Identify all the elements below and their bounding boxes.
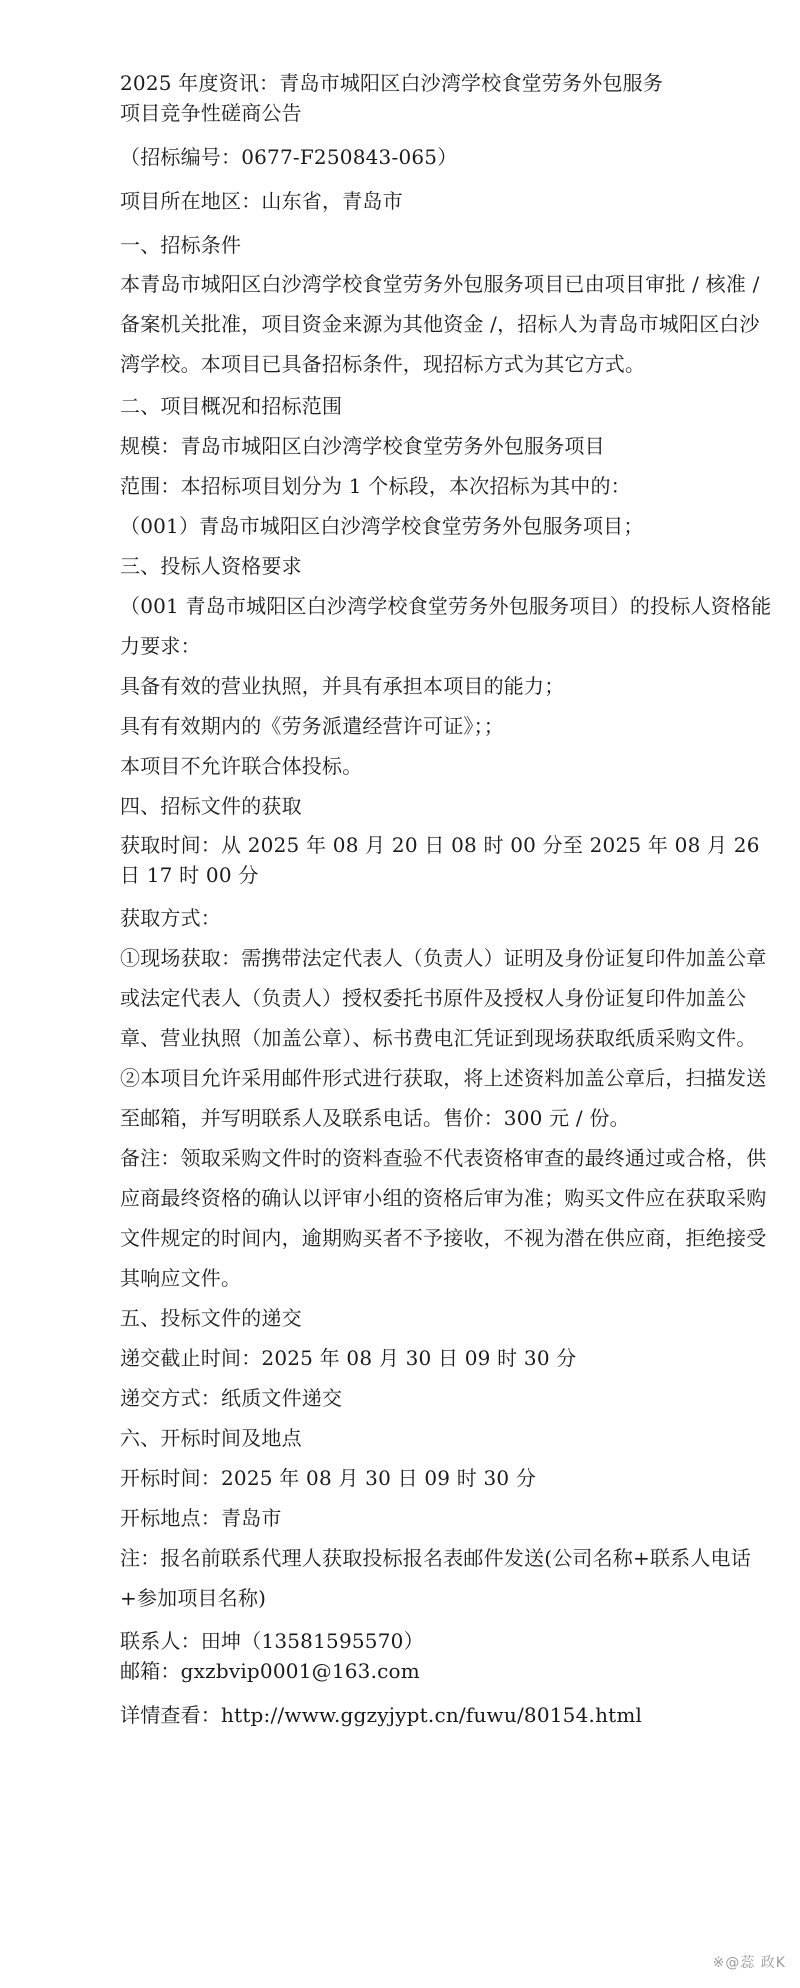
- section-4-method-label: 获取方式：: [120, 906, 221, 930]
- section-3-heading: 三、投标人资格要求: [120, 554, 302, 578]
- section-3-requirement-1: 具备有效的营业执照，并具有承担本项目的能力；: [120, 674, 565, 698]
- title-line-1: 2025 年度资讯：青岛市城阳区白沙湾学校食堂劳务外包服务: [120, 71, 664, 95]
- section-3-requirement-2: 具有有效期内的《劳务派遣经营许可证》；；: [120, 714, 504, 738]
- contact-email: 邮箱：gxzbvip0001@163.com: [120, 1659, 420, 1683]
- section-4-time: 获取时间：从 2025 年 08 月 20 日 08 时 00 分至 2025 年 08 月 26 日 17 时 00 分: [120, 833, 760, 887]
- contact-person: 联系人：田坤（13581595570）: [120, 1629, 424, 1653]
- section-5-deadline: 递交截止时间：2025 年 08 月 30 日 09 时 30 分: [120, 1346, 577, 1370]
- section-4-method-1: ①现场获取：需携带法定代表人（负责人）证明及身份证复印件加盖公章或法定代表人（负责人）授权委托书原件及授权人身份证复印件加盖公章、营业执照（加盖公章）、标书费电汇凭证到现场获取纸质采购文件。: [120, 946, 767, 1050]
- section-3-requirement-3: 本项目不允许联合体投标。: [120, 754, 363, 778]
- section-2-scale: 规模：青岛市城阳区白沙湾学校食堂劳务外包服务项目: [120, 434, 605, 458]
- details-link[interactable]: 详情查看：http://www.ggzyjypt.cn/fuwu/80154.html: [120, 1703, 643, 1727]
- section-3-intro: （001 青岛市城阳区白沙湾学校食堂劳务外包服务项目）的投标人资格能力要求：: [120, 594, 772, 658]
- section-1-heading: 一、招标条件: [120, 233, 242, 257]
- section-2-heading: 二、项目概况和招标范围: [120, 394, 343, 418]
- section-4-method-2: ②本项目允许采用邮件形式进行获取，将上述资料加盖公章后，扫描发送至邮箱，并写明联系人及联系电话。售价：300 元 / 份。: [120, 1066, 767, 1130]
- section-2-lot: （001）青岛市城阳区白沙湾学校食堂劳务外包服务项目；: [120, 514, 644, 538]
- title-line-2: 项目竞争性磋商公告: [120, 101, 302, 125]
- section-1-body: 本青岛市城阳区白沙湾学校食堂劳务外包服务项目已由项目审批 / 核准 / 备案机关批准，项目资金来源为其他资金 /，招标人为青岛市城阳区白沙湾学校。本项目已具备招标条件，现招标方式为其它方式。: [120, 272, 760, 376]
- section-5-method: 递交方式：纸质文件递交: [120, 1386, 343, 1410]
- section-4-heading: 四、招标文件的获取: [120, 794, 302, 818]
- section-6-place: 开标地点：青岛市: [120, 1506, 282, 1530]
- section-5-heading: 五、投标文件的递交: [120, 1306, 302, 1330]
- section-2-scope: 范围：本招标项目划分为 1 个标段，本次招标为其中的：: [120, 474, 631, 498]
- section-6-time: 开标时间：2025 年 08 月 30 日 09 时 30 分: [120, 1466, 537, 1490]
- section-4-note: 备注：领取采购文件时的资料查验不代表资格审查的最终通过或合格，供应商最终资格的确认以评审小组的资格后审为准；购买文件应在获取采购文件规定的时间内，逾期购买者不予接收，不视为潜在供应商，拒绝接受其响应文件。: [120, 1146, 767, 1290]
- registration-note: 注：报名前联系代理人获取投标报名表邮件发送(公司名称+联系人电话+参加项目名称): [120, 1546, 751, 1610]
- watermark: ※@蕊 政K: [712, 1955, 786, 1971]
- section-6-heading: 六、开标时间及地点: [120, 1426, 302, 1450]
- project-region: 项目所在地区：山东省，青岛市: [120, 189, 403, 213]
- tender-number: （招标编号：0677-F250843-065）: [120, 145, 458, 169]
